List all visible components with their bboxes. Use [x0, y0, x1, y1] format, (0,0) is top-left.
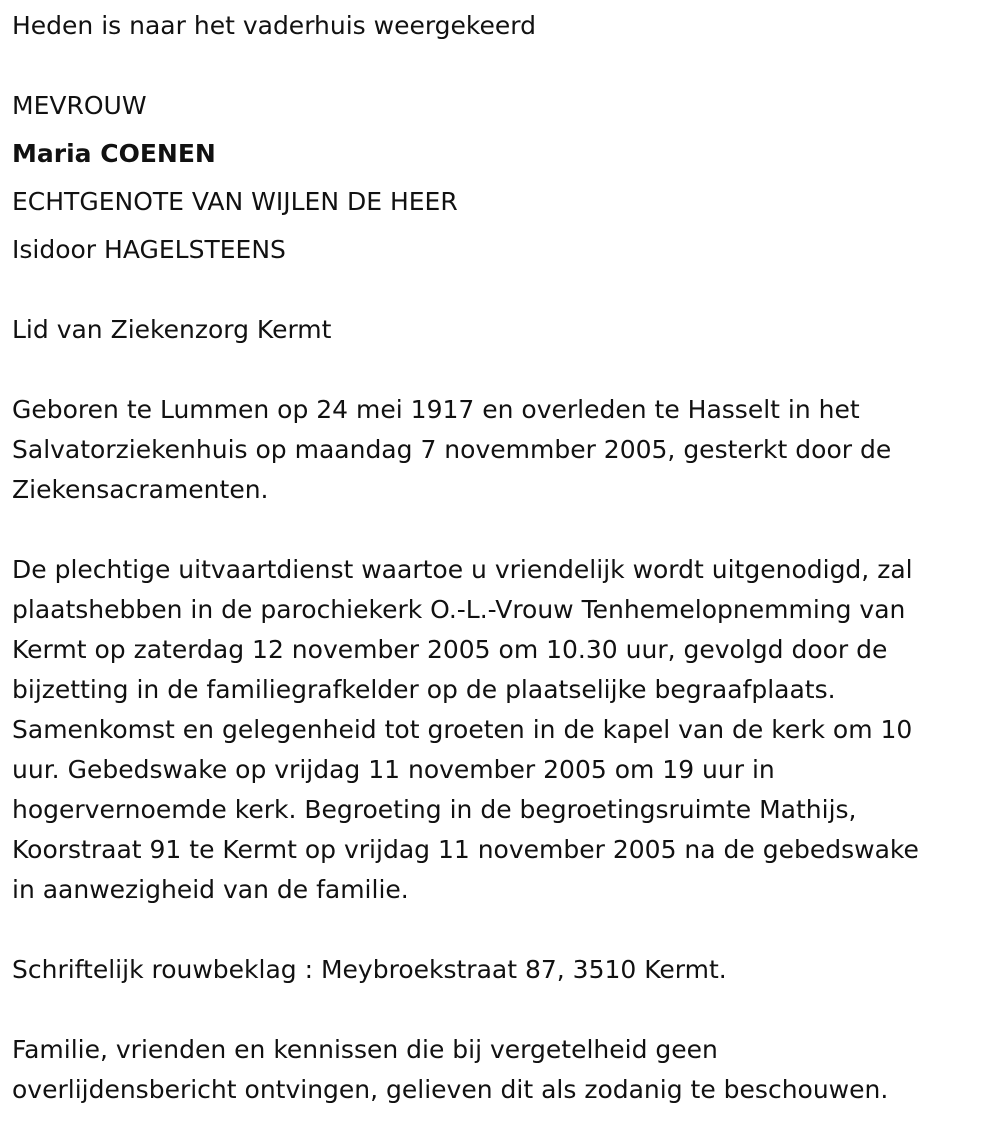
- paragraph-line: Familie, vrienden en kennissen die bij vergetelheid geen: [12, 1035, 718, 1064]
- spacer: [12, 270, 982, 310]
- birth-death-paragraph: [12, 390, 982, 510]
- paragraph-line: De plechtige uitvaartdienst waartoe u vriendelijk wordt uitgenodigd, zal: [12, 555, 913, 584]
- spacer: [12, 990, 982, 1030]
- paragraph-line: plaatshebben in de parochiekerk O.-L.-Vrouw Tenhemelopnemming van: [12, 595, 906, 624]
- paragraph-line: Kermt op zaterdag 12 november 2005 om 10.30 uur, gevolgd door de: [12, 635, 888, 664]
- paragraph-line: Koorstraat 91 te Kermt op vrijdag 11 november 2005 na de gebedswake: [12, 835, 919, 864]
- paragraph-line: Salvatorziekenhuis op maandag 7 novemmber 2005, gesterkt door de: [12, 435, 892, 464]
- spacer: [12, 174, 982, 182]
- spouse-name: Isidoor HAGELSTEENS: [12, 235, 286, 264]
- spouse-label: ECHTGENOTE VAN WIJLEN DE HEER: [12, 187, 458, 216]
- funeral-paragraph: [12, 550, 982, 910]
- membership-line: Lid van Ziekenzorg Kermt: [12, 315, 332, 344]
- paragraph-line: uur. Gebedswake op vrijdag 11 november 2005 om 19 uur in: [12, 755, 775, 784]
- paragraph-line: in aanwezigheid van de familie.: [12, 875, 409, 904]
- condolences-line: Schriftelijk rouwbeklag : Meybroekstraat 87, 3510 Kermt.: [12, 955, 727, 984]
- obituary-notice: [12, 6, 982, 1110]
- spacer: [12, 910, 982, 950]
- opening-line: Heden is naar het vaderhuis weergekeerd: [12, 11, 536, 40]
- spacer: [12, 350, 982, 390]
- spacer: [12, 222, 982, 230]
- closing-paragraph: [12, 1030, 982, 1110]
- paragraph-line: hogervernoemde kerk. Begroeting in de begroetingsruimte Mathijs,: [12, 795, 857, 824]
- spacer: [12, 46, 982, 86]
- spacer: [12, 510, 982, 550]
- paragraph-line: bijzetting in de familiegrafkelder op de plaatselijke begraafplaats.: [12, 675, 836, 704]
- paragraph-line: Ziekensacramenten.: [12, 475, 269, 504]
- paragraph-line: overlijdensbericht ontvingen, gelieven dit als zodanig te beschouwen.: [12, 1075, 889, 1104]
- paragraph-line: Samenkomst en gelegenheid tot groeten in de kapel van de kerk om 10: [12, 715, 913, 744]
- spacer: [12, 126, 982, 134]
- deceased-name: Maria COENEN: [12, 139, 216, 168]
- title-line: MEVROUW: [12, 91, 147, 120]
- paragraph-line: Geboren te Lummen op 24 mei 1917 en overleden te Hasselt in het: [12, 395, 860, 424]
